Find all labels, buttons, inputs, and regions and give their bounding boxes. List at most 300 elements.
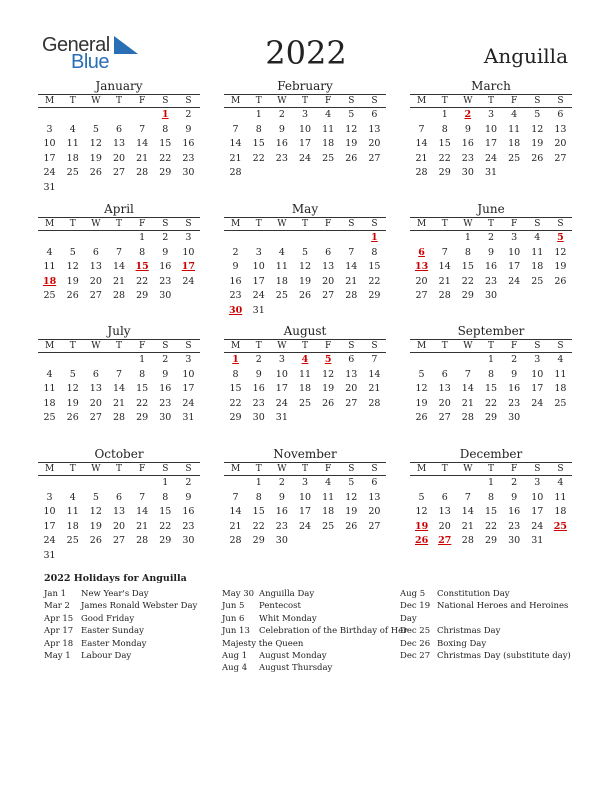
weekday-label: S (534, 219, 541, 229)
day-cell: 27 (438, 412, 451, 424)
day-cell: 11 (66, 138, 79, 150)
holiday-day: 5 (557, 232, 564, 243)
week-row (410, 505, 572, 520)
day-cell (363, 411, 386, 426)
day-cell: 22 (159, 520, 172, 532)
day-cell: 23 (229, 290, 242, 302)
day-cell: 20 (368, 138, 381, 150)
day-cell: 23 (461, 152, 474, 164)
day-cell: 18 (554, 506, 567, 518)
week-row (410, 289, 572, 304)
day-cell: 21 (136, 520, 149, 532)
day-cell: 15 (368, 261, 381, 273)
day-cell: 20 (322, 275, 335, 287)
day-cell: 22 (136, 397, 149, 409)
day-cell (363, 166, 386, 181)
day-cell: 14 (112, 261, 126, 273)
day-cell: 12 (345, 123, 358, 135)
day-cell (107, 549, 130, 564)
day-cell: 19 (66, 397, 79, 409)
day-cell: 15 (438, 138, 451, 150)
week-row (38, 534, 200, 549)
day-cell: 22 (368, 275, 381, 287)
day-cell (224, 231, 247, 246)
day-cell: 8 (441, 123, 448, 135)
weekday-label: T (115, 96, 122, 106)
day-cell: 27 (554, 152, 567, 164)
day-cell: 18 (43, 397, 56, 409)
weekday-label: W (277, 464, 287, 474)
holiday-item (44, 588, 219, 600)
week-row (410, 534, 572, 549)
day-cell (526, 166, 549, 181)
weekday-label: F (511, 341, 518, 351)
day-cell: 28 (136, 535, 149, 547)
day-cell: 5 (348, 109, 355, 120)
day-cell (247, 231, 270, 246)
day-cell: 24 (484, 152, 498, 164)
week-row (38, 382, 200, 397)
day-cell: 19 (298, 275, 312, 287)
day-cell: 29 (438, 167, 451, 179)
holiday-date: Mar 2 (44, 601, 70, 612)
day-cell: 14 (229, 138, 242, 150)
day-cell (503, 166, 526, 181)
day-cell: 23 (252, 397, 265, 409)
day-cell: 3 (301, 109, 309, 120)
weekday-header (410, 217, 572, 231)
day-cell: 13 (368, 491, 381, 503)
week-row (224, 411, 386, 426)
weekday-label: S (371, 341, 378, 351)
weekday-header (224, 94, 386, 108)
day-cell: 17 (275, 383, 288, 395)
day-cell (293, 304, 316, 319)
day-cell: 30 (159, 290, 172, 302)
day-cell: 21 (229, 520, 242, 532)
holiday-name: August Thursday (259, 663, 333, 674)
weekday-label: T (301, 96, 308, 106)
month-days (410, 353, 572, 426)
day-cell: 5 (92, 123, 99, 135)
weekday-label: S (185, 341, 192, 351)
day-cell: 10 (508, 246, 521, 258)
day-cell (177, 549, 200, 564)
day-cell: 9 (162, 368, 169, 380)
month-name: September (457, 324, 525, 338)
day-cell: 28 (415, 167, 428, 179)
week-row (224, 382, 386, 397)
day-cell: 16 (508, 506, 521, 518)
day-cell: 2 (278, 109, 285, 120)
day-cell (270, 166, 293, 181)
holiday-date: May 1 (44, 651, 71, 662)
day-cell: 8 (162, 123, 169, 135)
holiday-day: 1 (232, 354, 239, 365)
day-cell: 10 (43, 138, 56, 150)
holiday-day: 1 (161, 109, 169, 120)
day-cell: 23 (508, 397, 521, 409)
day-cell (317, 534, 340, 549)
day-cell: 28 (461, 535, 474, 547)
day-cell: 20 (438, 520, 451, 532)
day-cell: 4 (325, 109, 332, 120)
day-cell: 15 (484, 383, 498, 395)
day-cell: 10 (252, 261, 265, 273)
day-cell: 26 (531, 152, 544, 164)
day-cell: 24 (182, 397, 195, 409)
day-cell (107, 476, 130, 491)
day-cell: 3 (46, 491, 53, 503)
month-days (224, 476, 386, 549)
weekday-label: M (416, 219, 427, 229)
week-row (38, 368, 200, 383)
day-cell: 7 (232, 123, 239, 135)
weekday-label: T (441, 219, 448, 229)
weekday-header (410, 339, 572, 353)
day-cell: 22 (484, 520, 498, 532)
day-cell (270, 231, 293, 246)
day-cell (270, 304, 293, 319)
holiday-item (400, 625, 575, 637)
holiday-name: Constitution Day (437, 589, 510, 599)
week-row (224, 353, 386, 368)
day-cell (61, 353, 84, 368)
day-cell: 14 (461, 506, 474, 518)
day-cell (456, 476, 479, 491)
day-cell (526, 411, 549, 426)
day-cell: 28 (345, 290, 358, 302)
day-cell: 12 (415, 506, 428, 518)
holiday-day: 6 (418, 246, 425, 258)
weekday-label: F (139, 341, 146, 351)
month-name: January (95, 79, 143, 93)
month-january (38, 79, 200, 196)
day-cell: 31 (275, 412, 288, 424)
holiday-column (44, 588, 219, 662)
weekday-header (410, 94, 572, 108)
day-cell: 12 (345, 491, 358, 503)
logo-general-text: General (42, 34, 110, 56)
day-cell: 7 (418, 123, 425, 135)
day-cell (84, 108, 107, 123)
week-row (410, 231, 572, 246)
month-september (410, 324, 572, 426)
day-cell: 1 (255, 109, 262, 120)
day-cell: 11 (508, 123, 521, 135)
month-march (410, 79, 572, 181)
day-cell: 2 (487, 232, 495, 243)
day-cell (38, 476, 61, 491)
holiday-day: 19 (414, 520, 429, 532)
day-cell: 13 (112, 138, 126, 150)
holiday-name: Whit Monday (259, 613, 317, 624)
day-cell: 8 (371, 246, 378, 258)
day-cell: 13 (89, 383, 102, 395)
day-cell (549, 411, 572, 426)
day-cell: 2 (511, 354, 518, 365)
day-cell: 5 (301, 246, 309, 258)
day-cell: 4 (46, 368, 53, 380)
weekday-label: F (139, 96, 146, 106)
month-february (224, 79, 386, 181)
weekday-label: T (441, 464, 448, 474)
logo-blue-text: Blue (71, 51, 110, 73)
weekday-label: S (348, 464, 355, 474)
day-cell: 19 (89, 520, 102, 532)
month-days (410, 476, 572, 549)
day-cell: 31 (182, 412, 195, 424)
day-cell: 11 (322, 491, 335, 503)
week-row (224, 231, 386, 246)
day-cell (293, 534, 316, 549)
day-cell: 4 (557, 477, 564, 488)
day-cell: 6 (92, 246, 99, 258)
holiday-date: Apr 15 (44, 613, 74, 624)
holiday-date: Jun 6 (222, 613, 245, 624)
day-cell: 2 (255, 354, 262, 365)
day-cell (340, 411, 363, 426)
day-cell: 21 (438, 275, 451, 287)
day-cell: 20 (345, 383, 358, 395)
day-cell: 20 (112, 520, 126, 532)
weekday-label: F (139, 219, 146, 229)
day-cell (131, 549, 154, 564)
day-cell: 7 (232, 491, 239, 503)
day-cell: 18 (66, 152, 79, 164)
holiday-date: Jun 5 (222, 601, 245, 612)
day-cell: 25 (508, 152, 521, 164)
day-cell: 29 (484, 535, 498, 547)
day-cell: 9 (511, 491, 518, 503)
weekday-label: T (301, 464, 308, 474)
day-cell: 25 (66, 167, 79, 179)
day-cell: 15 (484, 506, 498, 518)
holiday-name-continued: Day (400, 613, 417, 624)
holidays-title: 2022 Holidays for Anguilla (44, 573, 187, 584)
day-cell: 29 (368, 290, 381, 302)
week-row (38, 123, 200, 138)
day-cell: 17 (508, 261, 521, 273)
day-cell: 10 (298, 491, 312, 503)
day-cell (84, 231, 107, 246)
day-cell: 3 (278, 354, 285, 365)
weekday-label: T (255, 219, 262, 229)
month-name: December (459, 447, 523, 461)
holiday-name-continued: Majesty the Queen (222, 638, 304, 649)
holiday-date: Dec 26 (400, 638, 431, 649)
week-row (38, 520, 200, 535)
weekday-label: F (511, 219, 518, 229)
weekday-label: M (44, 341, 55, 351)
page-year: 2022 (265, 34, 347, 72)
weekday-label: T (69, 464, 76, 474)
holiday-item (44, 650, 219, 662)
holiday-item (222, 625, 408, 637)
day-cell (433, 231, 456, 246)
day-cell (38, 231, 61, 246)
day-cell: 27 (89, 290, 102, 302)
day-cell: 25 (322, 152, 335, 164)
holiday-day: 5 (324, 354, 332, 365)
day-cell (131, 181, 154, 196)
weekday-label: M (230, 464, 241, 474)
weekday-label: S (534, 96, 541, 106)
holiday-date: Apr 18 (44, 638, 74, 649)
day-cell: 7 (371, 354, 378, 365)
day-cell: 22 (229, 397, 242, 409)
day-cell: 17 (298, 506, 312, 518)
day-cell: 30 (182, 167, 195, 179)
day-cell (549, 289, 572, 304)
day-cell: 16 (182, 138, 195, 150)
holiday-column (222, 588, 408, 675)
day-cell (317, 231, 340, 246)
day-cell: 13 (322, 261, 335, 273)
holiday-date: Aug 4 (222, 663, 248, 674)
weekday-label: T (255, 96, 262, 106)
day-cell: 3 (46, 123, 53, 135)
week-row (224, 289, 386, 304)
holiday-item (44, 625, 219, 637)
day-cell (84, 181, 107, 196)
day-cell: 2 (162, 232, 169, 243)
day-cell: 21 (136, 152, 149, 164)
day-cell: 28 (461, 412, 474, 424)
day-cell (61, 181, 84, 196)
week-row (38, 411, 200, 426)
weekday-label: W (91, 219, 101, 229)
day-cell: 22 (136, 275, 149, 287)
day-cell: 21 (368, 383, 381, 395)
day-cell: 1 (139, 354, 146, 365)
day-cell: 12 (89, 138, 102, 150)
day-cell: 22 (252, 520, 265, 532)
day-cell: 8 (255, 123, 262, 135)
day-cell: 8 (162, 491, 169, 503)
day-cell (340, 534, 363, 549)
month-april (38, 202, 200, 304)
day-cell: 18 (298, 383, 312, 395)
day-cell: 2 (162, 354, 169, 365)
day-cell: 30 (461, 167, 474, 179)
day-cell (61, 108, 84, 123)
week-row (224, 123, 386, 138)
day-cell (503, 289, 526, 304)
day-cell: 28 (112, 290, 126, 302)
week-row (224, 152, 386, 167)
day-cell: 23 (182, 520, 195, 532)
day-cell: 7 (115, 368, 123, 380)
holiday-date: Aug 1 (222, 651, 248, 662)
day-cell (410, 108, 433, 123)
day-cell: 6 (371, 109, 378, 120)
holiday-name: Christmas Day (substitute day) (437, 651, 571, 662)
day-cell: 4 (325, 477, 332, 488)
day-cell: 10 (182, 368, 195, 380)
day-cell: 23 (182, 152, 195, 164)
day-cell: 15 (159, 506, 172, 518)
week-row (38, 181, 200, 196)
holiday-name: Labour Day (81, 651, 132, 662)
day-cell: 16 (484, 261, 498, 273)
week-row (224, 476, 386, 491)
day-cell: 29 (159, 167, 172, 179)
weekday-header (38, 339, 200, 353)
day-cell: 9 (278, 123, 285, 135)
weekday-label: M (416, 464, 427, 474)
weekday-label: M (230, 219, 241, 229)
weekday-label: S (185, 96, 192, 106)
day-cell: 16 (159, 261, 172, 273)
day-cell: 12 (322, 368, 335, 380)
day-cell: 5 (348, 477, 355, 488)
day-cell: 10 (298, 123, 312, 135)
day-cell: 25 (298, 397, 312, 409)
day-cell: 24 (275, 397, 288, 409)
day-cell: 22 (159, 152, 172, 164)
holiday-day: 13 (414, 261, 429, 273)
day-cell: 6 (325, 246, 332, 258)
week-row (410, 368, 572, 383)
holiday-item (44, 638, 219, 650)
weekday-label: M (44, 219, 55, 229)
day-cell (410, 353, 433, 368)
day-cell (317, 411, 340, 426)
month-days (224, 231, 386, 319)
week-row (38, 476, 200, 491)
day-cell: 10 (484, 123, 498, 135)
day-cell: 11 (66, 506, 79, 518)
day-cell: 22 (438, 152, 451, 164)
weekday-label: T (441, 341, 448, 351)
day-cell: 11 (554, 491, 567, 503)
day-cell: 8 (139, 246, 146, 258)
day-cell: 24 (508, 275, 521, 287)
day-cell: 23 (484, 275, 498, 287)
day-cell: 9 (232, 261, 239, 273)
day-cell: 29 (484, 412, 498, 424)
day-cell: 26 (89, 535, 102, 547)
month-days (38, 231, 200, 304)
holiday-name: Good Friday (81, 613, 135, 624)
day-cell: 4 (69, 491, 76, 503)
holiday-date: Dec 25 (400, 626, 431, 637)
day-cell: 15 (136, 383, 149, 395)
weekday-label: S (534, 464, 541, 474)
month-days (224, 353, 386, 426)
week-row (224, 275, 386, 290)
day-cell: 25 (531, 275, 544, 287)
day-cell: 15 (252, 506, 265, 518)
month-name: March (471, 79, 511, 93)
holiday-item (400, 638, 575, 650)
weekday-label: S (557, 219, 564, 229)
day-cell (340, 304, 363, 319)
holiday-item (400, 650, 575, 662)
weekday-label: S (557, 341, 564, 351)
weekday-label: T (255, 341, 262, 351)
day-cell: 30 (508, 412, 521, 424)
day-cell: 23 (275, 520, 288, 532)
day-cell: 30 (182, 535, 195, 547)
weekday-label: S (371, 96, 378, 106)
holiday-item (222, 650, 397, 662)
day-cell: 12 (415, 383, 428, 395)
day-cell: 18 (66, 520, 79, 532)
month-name: July (107, 324, 131, 338)
day-cell: 5 (92, 491, 99, 503)
